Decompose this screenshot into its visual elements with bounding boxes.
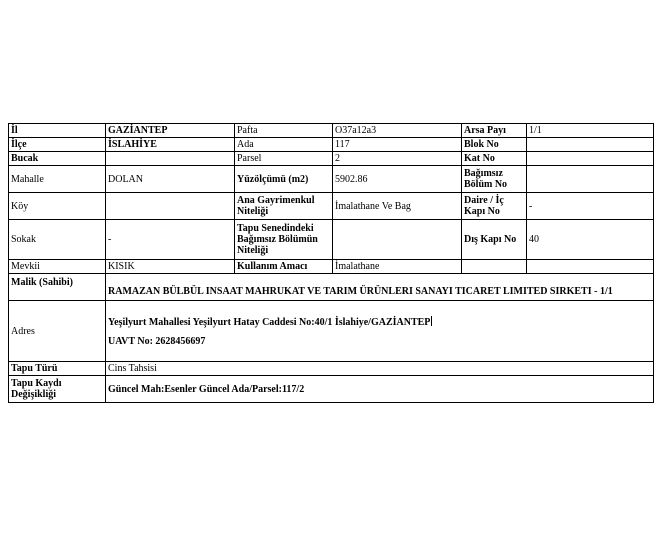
- ada-value: 117: [333, 138, 462, 152]
- malik-label: Malik (Sahibi): [9, 274, 106, 301]
- table-row: [9, 152, 654, 166]
- mevkii-value: KISIK: [106, 260, 235, 274]
- kat-no-value: [527, 152, 654, 166]
- parsel-label: Parsel: [235, 152, 333, 166]
- table-row: [9, 274, 654, 301]
- ilce-label: İlçe: [9, 138, 106, 152]
- mahalle-label: Mahalle: [9, 166, 106, 193]
- tapu-info-table: [8, 123, 654, 403]
- table-row: [9, 260, 654, 274]
- pafta-value: O37a12a3: [333, 124, 462, 138]
- text-caret: [431, 316, 432, 326]
- il-label: İl: [9, 124, 106, 138]
- ilce-value: İSLAHİYE: [106, 138, 235, 152]
- table-row: [9, 376, 654, 403]
- table-row: [9, 362, 654, 376]
- adres-value: [106, 301, 654, 362]
- sokak-label: Sokak: [9, 220, 106, 260]
- bagimsiz-bolum-nitelik-value: [333, 220, 462, 260]
- bucak-value: [106, 152, 235, 166]
- yuzolcumu-value: 5902.86: [333, 166, 462, 193]
- mevkii-label: Mevkii: [9, 260, 106, 274]
- bucak-label: Bucak: [9, 152, 106, 166]
- adres-line: Yeşilyurt Mahallesi Yeşilyurt Hatay Caddesi No:40/1 İslahiye/GAZİANTEP: [108, 316, 431, 328]
- kullanim-amaci-label: Kullanım Amacı: [235, 260, 333, 274]
- sokak-value: -: [106, 220, 235, 260]
- koy-label: Köy: [9, 193, 106, 220]
- malik-value: RAMAZAN BÜLBÜL INSAAT MAHRUKAT VE TARIM ÜRÜNLERI SANAYI TICARET LIMITED SIRKETI - 1/1: [106, 274, 654, 301]
- table-row: [9, 166, 654, 193]
- table-row: [9, 138, 654, 152]
- il-value: GAZİANTEP: [106, 124, 235, 138]
- blok-no-label: Blok No: [462, 138, 527, 152]
- daire-ic-kapi-value: -: [527, 193, 654, 220]
- table-row: [9, 220, 654, 260]
- tapu-kaydi-label: Tapu Kaydı Değişikliği: [9, 376, 106, 403]
- ana-gayrimenkul-value: İmalathane Ve Bag: [333, 193, 462, 220]
- blok-no-value: [527, 138, 654, 152]
- empty-value: [527, 260, 654, 274]
- tapu-turu-value: Cins Tahsisi: [106, 362, 654, 376]
- bagimsiz-bolum-no-label: Bağımsız Bölüm No: [462, 166, 527, 193]
- empty-label: [462, 260, 527, 274]
- daire-ic-kapi-label: Daire / İç Kapı No: [462, 193, 527, 220]
- bagimsiz-bolum-nitelik-label: Tapu Senedindeki Bağımsız Bölümün Niteliği: [235, 220, 333, 260]
- table-row: [9, 124, 654, 138]
- tapu-turu-label: Tapu Türü: [9, 362, 106, 376]
- arsa-payi-label: Arsa Payı: [462, 124, 527, 138]
- bagimsiz-bolum-no-value: [527, 166, 654, 193]
- adres-label: Adres: [9, 301, 106, 362]
- ada-label: Ada: [235, 138, 333, 152]
- table-row: [9, 301, 654, 362]
- pafta-label: Pafta: [235, 124, 333, 138]
- kat-no-label: Kat No: [462, 152, 527, 166]
- ana-gayrimenkul-label: Ana Gayrimenkul Niteliği: [235, 193, 333, 220]
- dis-kapi-no-label: Dış Kapı No: [462, 220, 527, 260]
- dis-kapi-no-value: 40: [527, 220, 654, 260]
- mahalle-value: DOLAN: [106, 166, 235, 193]
- uavt-number: UAVT No: 2628456697: [108, 335, 206, 347]
- tapu-kaydi-value: Güncel Mah:Esenler Güncel Ada/Parsel:117/2: [106, 376, 654, 403]
- yuzolcumu-label: Yüzölçümü (m2): [235, 166, 333, 193]
- koy-value: [106, 193, 235, 220]
- parsel-value: 2: [333, 152, 462, 166]
- kullanim-amaci-value: İmalathane: [333, 260, 462, 274]
- table-row: [9, 193, 654, 220]
- arsa-payi-value: 1/1: [527, 124, 654, 138]
